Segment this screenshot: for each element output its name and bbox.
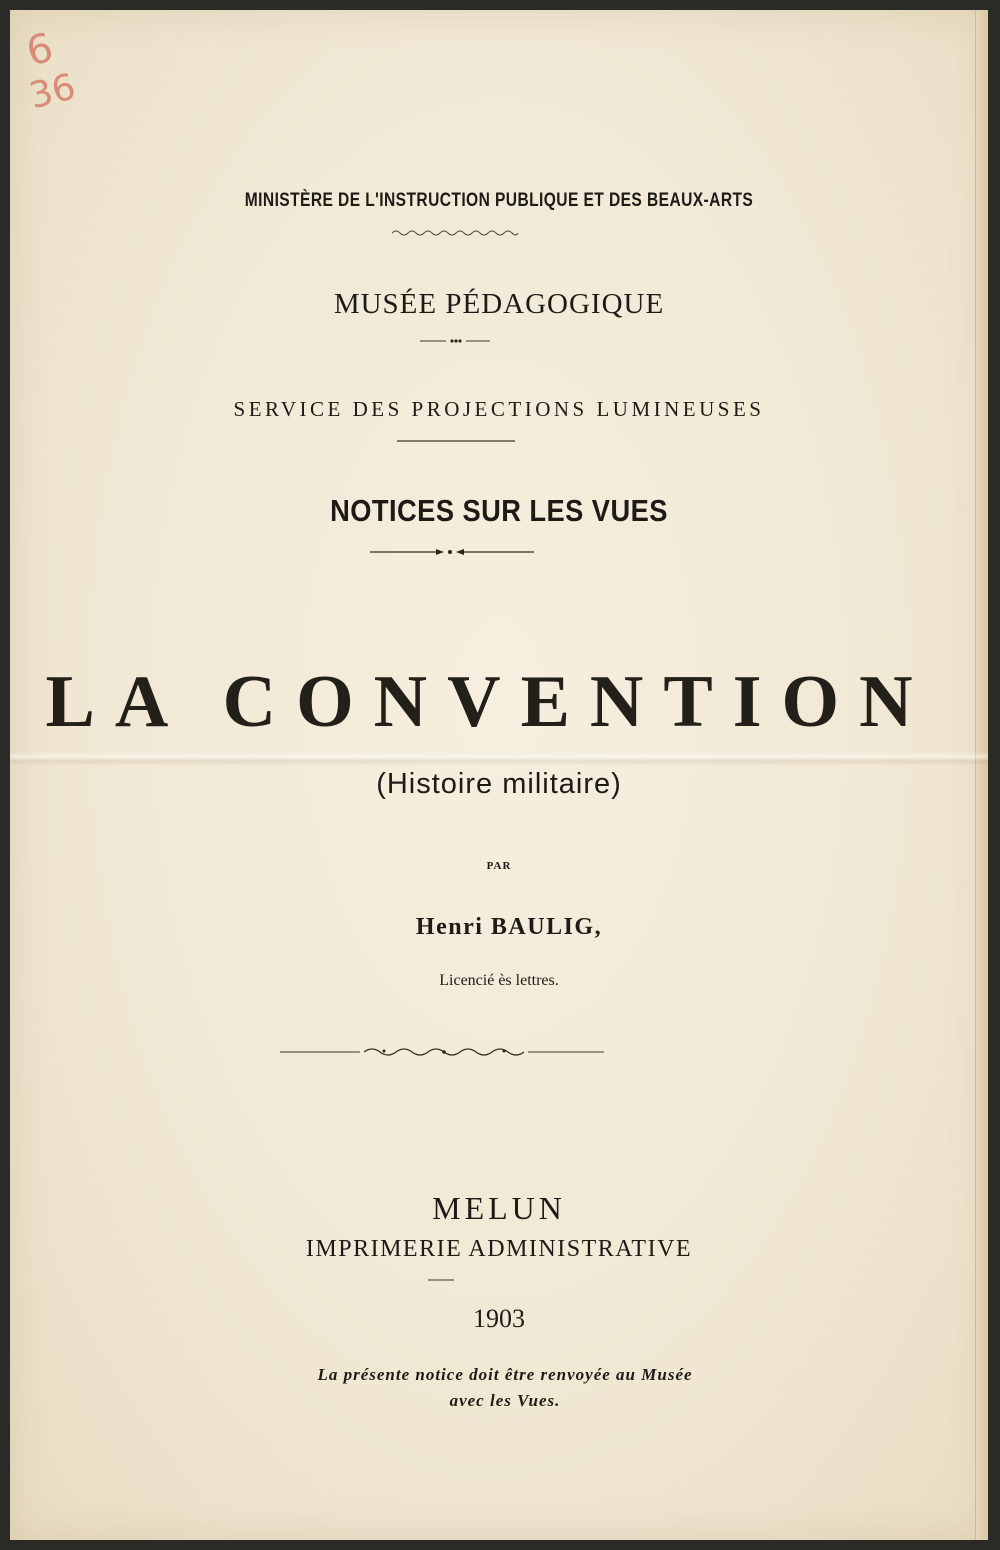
pencil-mark-bottom: 36 <box>25 66 80 118</box>
short-rule <box>428 1278 454 1282</box>
arrow-rule-ornament <box>370 547 534 557</box>
plain-rule <box>397 438 515 444</box>
document-subtitle: (Histoire militaire) <box>376 768 622 800</box>
notices-heading: NOTICES SUR LES VUES <box>330 493 668 528</box>
scroll-rule-ornament <box>280 1044 604 1060</box>
museum-heading: MUSÉE PÉDAGOGIQUE <box>333 288 665 320</box>
document-title: LA CONVENTION <box>45 661 933 743</box>
ministry-heading: MINISTÈRE DE L'INSTRUCTION PUBLIQUE ET DES BEAUX-ARTS <box>244 190 754 211</box>
return-note <box>16 1362 988 1414</box>
printer-name: IMPRIMERIE ADMINISTRATIVE <box>305 1236 693 1262</box>
paper-fold <box>10 752 988 766</box>
publication-city: MELUN <box>432 1190 566 1226</box>
pencil-annotation <box>21 24 80 118</box>
pencil-mark-top: 6 <box>21 24 58 76</box>
wavy-rule-ornament <box>390 228 520 238</box>
document-page <box>10 10 988 1540</box>
author-degree: Licencié ès lettres. <box>439 972 559 989</box>
return-note-line-1: La présente notice doit être renvoyée au Musée <box>317 1365 693 1384</box>
publication-year: 1903 <box>473 1304 525 1333</box>
service-heading: SERVICE DES PROJECTIONS LUMINEUSES <box>233 397 765 421</box>
author-name: Henri BAULIG, <box>415 914 603 940</box>
dotted-rule-ornament <box>420 336 490 346</box>
return-note-line-2: avec les Vues. <box>449 1391 561 1410</box>
by-label: PAR <box>486 860 512 872</box>
